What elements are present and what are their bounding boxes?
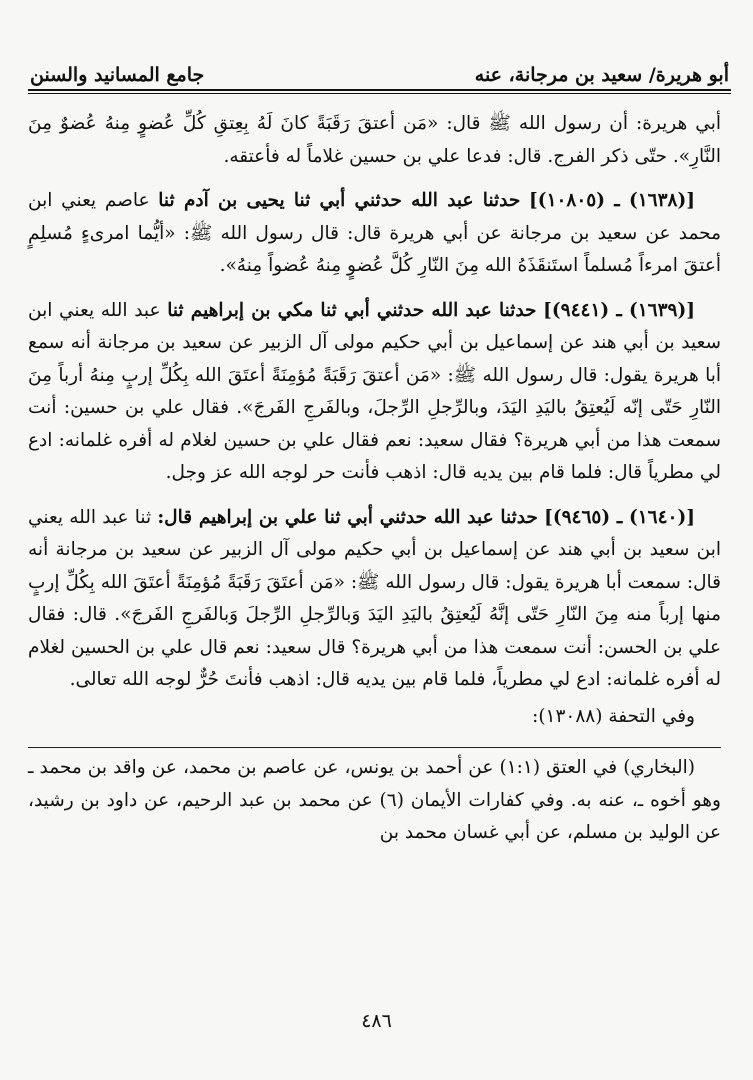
hadith-number: [(١٦٣٩) ـ (٩٤٤١)]	[543, 299, 696, 321]
hadith-text: ثنا عبد الله يعني ابن سعيد بن أبي هند عن إسماعيل بن أبي حكيم مولى آل الزبير عن سعيد بن مرجانة أنه قال: سمعت أبا هريرة يقول: قال رسول الله ﷺ: «مَن أعتَقَ رَقَبَةً مُؤمِنَةً أعتَقَ الله بِكُلِّ إربٍ منها إرباً منه مِنَ النّارِ حَتّى إنَّهُ لَيُعتِقُ باليَدِ اليَدَ وَبالرِّجلِ الرِّجلَ وَبالفَرجِ الفَرجَ». قال: فقال علي بن الحسن: أنت سمعت هذا من أبي هريرة؟ قال سعيد: نعم قال علي بن الحسين لغلام له أفره غلمانه: ادع لي مطرياً، فلما قام بين يديه قال: اذهب فأنتَ حُرٌّ لوجه الله تعالى.	[28, 506, 721, 690]
footnote-text: (البخاري) في العتق (١:١) عن أحمد بن يونس، عن عاصم بن محمد، عن واقد بن محمد ـ وهو أخوه ـ، عنه به. وفي كفارات الأيمان (٦) عن محمد بن عبد الرحيم، عن داود بن رشيد، عن الوليد بن مسلم، عن أبي غسان محمد بن	[28, 757, 721, 843]
hadith-number: [(١٦٣٨) ـ (١٠٨٠٥)]	[529, 190, 695, 211]
header-rule	[28, 89, 731, 91]
hadith-entry	[28, 185, 721, 283]
hadith-text: أبي هريرة: أن رسول الله ﷺ قال: «مَن أعتقَ رَقَبَةً كانَ لَهُ بِعِتقِ كُلِّ عُضوٍ مِنهُ عُضوٌ مِنَ النَّارِ». حتّى ذكر الفرج. قال: فدعا علي بن حسين غلاماً له فأعتقه.	[28, 113, 721, 167]
header-chapter-title: أبو هريرة/ سعيد بن مرجانة، عنه	[474, 64, 729, 86]
footnote-divider	[28, 747, 721, 748]
hadith-chain: حدثنا عبد الله حدثني أبي ثنا علي بن إبراهيم قال:	[157, 506, 538, 528]
header-rule-thin	[28, 93, 731, 94]
hadith-text: عبد الله يعني ابن سعيد بن أبي هند عن إسماعيل بن أبي حكيم مولى آل الزبير عن سعيد بن مرجانة أنه سمع أبا هريرة يقول: قال رسول الله ﷺ: «مَن أعتقَ رَقَبَةً مُؤمِنَةً أعتَقَ الله بِكُلِّ إربٍ مِنهُ أرباً مِنَ النّارِ حَتّى إنّه لَيُعتِقُ باليَدِ اليَدَ، وبالرِّجلِ الرِّجلَ، وبالفَرجِ الفَرجَ». فقال علي بن حسين: أنت سمعت هذا من أبي هريرة؟ فقال سعيد: نعم فقال علي بن حسين لغلام له أفره غلمانه: ادع لي مطرياً قال: فلما قام بين يديه قال: اذهب فأنت حر لوجه الله عز وجل.	[28, 299, 721, 483]
hadith-continuation	[28, 108, 721, 173]
hadith-chain: حدثنا عبد الله حدثني أبي ثنا مكي بن إبراهيم ثنا	[167, 299, 537, 321]
running-header	[30, 52, 729, 86]
hadith-text: عاصم يعني ابن محمد عن سعيد بن مرجانة عن أبي هريرة قال: قال رسول الله ﷺ: «أيُّما امرىءٍ مُسلِمٍ أعتقَ امرءاً مُسلماً استَنقَذَهُ الله مِنَ النّارِ كُلَّ عُضوٍ مِنهُ عُضواً مِنهُ».	[28, 190, 721, 276]
hadith-entry	[28, 295, 721, 490]
hadith-chain: حدثنا عبد الله حدثني أبي ثنا يحيى بن آدم ثنا	[158, 190, 521, 211]
tuhfa-reference: وفي التحفة (١٣٠٨٨):	[532, 705, 695, 727]
hadith-entry	[28, 502, 721, 697]
hadith-number: [(١٦٤٠) ـ (٩٤٦٥)]	[544, 506, 695, 528]
page-number: ٤٨٦	[361, 1010, 392, 1032]
header-book-title: جامع المسانيد والسنن	[30, 64, 205, 86]
page-body	[28, 108, 721, 850]
